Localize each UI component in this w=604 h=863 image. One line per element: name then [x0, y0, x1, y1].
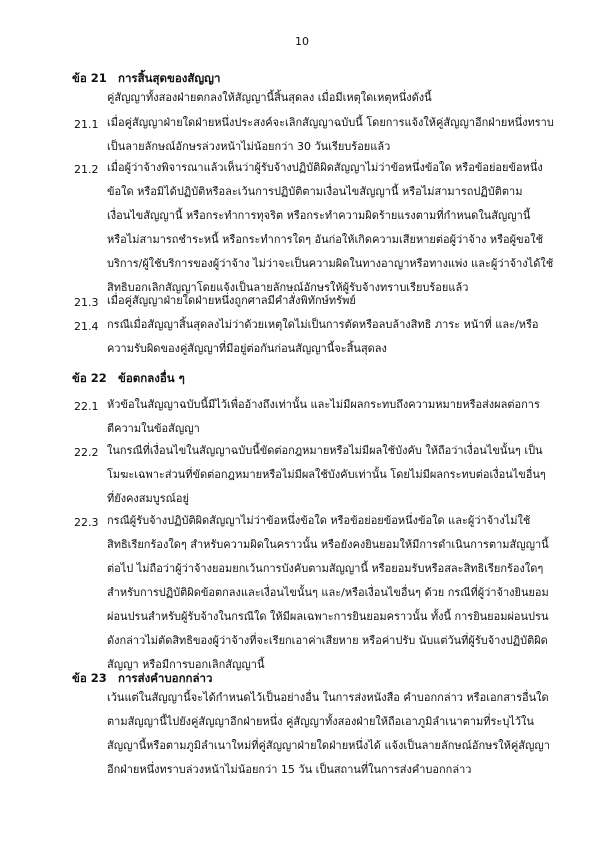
- section-title: ข้อตกลงอื่น ๆ: [118, 371, 185, 385]
- clause-22-2-text: ในกรณีที่เงื่อนไขในสัญญาฉบับนี้ขัดต่อกฎหมายหรือไม่มีผลใช้บังคับ ให้ถือว่าเงื่อนไขนั้นๆ เป็น โมฆะเฉพาะส่วนที่ขัดต่อกฎหมายหรือไม่มีผลใช้บังคับเท่านั้น โดยไม่มีผลกระทบต่อเงื่อนไขอื่นๆ ที่ยังคงสมบูรณ์อยู่: [107, 444, 546, 505]
- clause-21-4-text: กรณีเมื่อสัญญาสิ้นสุดลงไม่ว่าด้วยเหตุใดไม่เป็นการตัดหรือลบล้างสิทธิ ภาระ หน้าที่ และ/หรือ ความรับผิดของคู่สัญญาที่มีอยู่ต่อกันก่อนสัญญานี้จะสิ้นสุดลง: [107, 318, 539, 355]
- clause-number: 22.3: [74, 516, 99, 529]
- clause-number: 21.2: [74, 163, 99, 176]
- section-number: ข้อ 23: [72, 671, 107, 685]
- section-21-intro: คู่สัญญาทั้งสองฝ่ายตกลงให้สัญญานี้สิ้นสุดลง เมื่อมีเหตุใดเหตุหนึ่งดังนี้: [107, 91, 432, 104]
- clause-number: 21.3: [74, 296, 99, 309]
- clause-number: 21.4: [74, 320, 99, 333]
- section-title: การส่งคำบอกกล่าว: [118, 671, 213, 685]
- section-23-text: เว้นแต่ในสัญญานี้จะได้กำหนดไว้เป็นอย่างอื่น ในการส่งหนังสือ คำบอกกล่าว หรือเอกสารอื่นใด ตามสัญญานี้ไปยังคู่สัญญาอีกฝ่ายหนึ่ง คู่สัญญาทั้งสองฝ่ายให้ถือเอาภูมิลำเนาตามที่ระบุไว้ใน สัญญานี้หรือตามภูมิลำเนาใหม่ที่คู่สัญญาฝ่ายใดฝ่ายหนึ่งได้ แจ้งเป็นลายลักษณ์อักษรให้คู่สัญญา อีกฝ่ายหนึ่งทราบล่วงหน้าไม่น้อยกว่า 15 วัน เป็นสถานที่ในการส่งคำบอกกล่าว: [107, 691, 550, 776]
- clause-number: 22.1: [74, 400, 99, 413]
- section-number: ข้อ 22: [72, 371, 107, 385]
- clause-21-2-text: เมื่อผู้ว่าจ้างพิจารณาแล้วเห็นว่าผู้รับจ้างปฏิบัติผิดสัญญาไม่ว่าข้อหนึ่งข้อใด หรือข้อย่อยข้อหนึ่ง ข้อใด หรือมิได้ปฏิบัติหรือละเว้นการปฏิบัติตามเงื่อนไขสัญญานี้ หรือไม่สามารถปฏิบัติตาม เงื่อนไขสัญญานี้ หรือกระทำการทุจริต หรือกระทำความผิดร้ายแรงตามที่กำหนดในสัญญานี้ หรือไม่สามารถชำระหนี้ หรือกระทำการใดๆ อันก่อให้เกิดความเสียหายต่อผู้ว่าจ้าง หรือผู้ขอใช้ บริการ/ผู้ใช้บริการของผู้ว่าจ้าง ไม่ว่าจะเป็นความผิดในทางอาญาหรือทางแพ่ง และผู้ว่าจ้างได้ใช้ สิทธิบอกเลิกสัญญาโดยแจ้งเป็นลายลักษณ์อักษรให้ผู้รับจ้างทราบเรียบร้อยแล้ว: [107, 161, 554, 294]
- clause-number: 21.1: [74, 118, 99, 131]
- section-number: ข้อ 21: [72, 71, 107, 85]
- section-22-heading: [72, 370, 185, 388]
- clause-22-1-text: หัวข้อในสัญญาฉบับนี้มีไว้เพื่ออ้างถึงเท่านั้น และไม่มีผลกระทบถึงความหมายหรือส่งผลต่อการ ตีความในข้อสัญญา: [107, 398, 540, 435]
- clause-number: 22.2: [74, 446, 99, 459]
- clause-21-3-text: เมื่อคู่สัญญาฝ่ายใดฝ่ายหนึ่งถูกศาลมีคำสั่งพิทักษ์ทรัพย์: [107, 294, 356, 307]
- page-number: 10: [295, 35, 309, 48]
- section-title: การสิ้นสุดของสัญญา: [118, 71, 221, 85]
- clause-22-3-text: กรณีผู้รับจ้างปฏิบัติผิดสัญญาไม่ว่าข้อหนึ่งข้อใด หรือข้อย่อยข้อหนึ่งข้อใด และผู้ว่าจ้างไม่ใช้ สิทธิเรียกร้องใดๆ สำหรับความผิดในคราวนั้น หรือยังคงยินยอมให้มีการดำเนินการตามสัญญานี้ ต่อไป ไม่ถือว่าผู้ว่าจ้างยอมยกเว้นการบังคับตามสัญญานี้ หรือยอมรับหรือสละสิทธิเรียกร้องใดๆ สำหรับการปฏิบัติผิดข้อตกลงและเงื่อนไขนั้นๆ และ/หรือเงื่อนไขอื่นๆ ด้วย กรณีที่ผู้ว่าจ้างยินยอม ผ่อนปรนสำหรับผู้รับจ้างในกรณีใด ให้มีผลเฉพาะการยินยอมคราวนั้น ทั้งนี้ การยินยอมผ่อนปรน ดังกล่าวไม่ตัดสิทธิของผู้ว่าจ้างที่จะเรียกเอาค่าเสียหาย หรือค่าปรับ นับแต่วันที่ผู้รับจ้างปฏิบัติผิด สัญญา หรือมีการบอกเลิกสัญญานี้: [107, 514, 549, 671]
- clause-21-1-text: เมื่อคู่สัญญาฝ่ายใดฝ่ายหนึ่งประสงค์จะเลิกสัญญาฉบับนี้ โดยการแจ้งให้คู่สัญญาอีกฝ่ายหนึ่งทราบ เป็นลายลักษณ์อักษรล่วงหน้าไม่น้อยกว่า 30 วันเรียบร้อยแล้ว: [107, 116, 554, 153]
